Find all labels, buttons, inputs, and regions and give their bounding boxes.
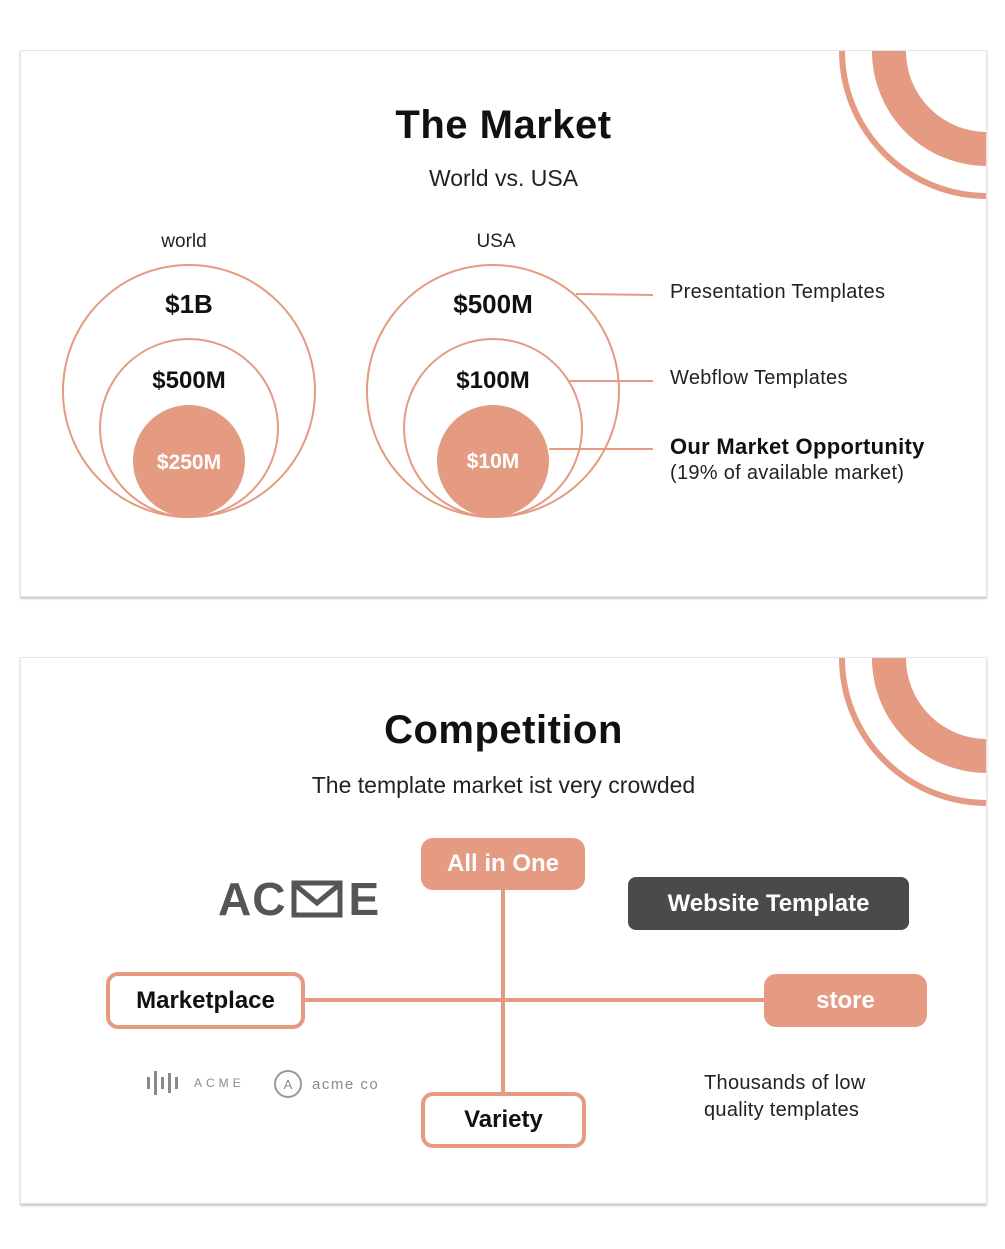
usa-middle-value: $100M (456, 367, 530, 394)
acme-co-logo (274, 1070, 379, 1098)
marketplace-pill: Marketplace (106, 972, 305, 1029)
crowded-note-line1: Thousands of low (704, 1072, 866, 1094)
crowded-note-line2: quality templates (704, 1099, 860, 1121)
soundwave-icon (146, 1069, 184, 1097)
acme-small-logo-text: ACME (194, 1076, 245, 1090)
world-label: world (161, 231, 207, 252)
acme-logo-right: E (348, 873, 381, 925)
acme-co-text: acme co (312, 1075, 380, 1093)
world-inner-value: $250M (156, 451, 222, 474)
circle-a-icon (274, 1070, 302, 1098)
world-outer-value: $1B (165, 289, 213, 319)
legend-webflow-templates: Webflow Templates (670, 367, 848, 389)
legend-market-opportunity-note: (19% of available market) (670, 462, 905, 484)
envelope-icon (291, 879, 343, 919)
circle-a-letter: A (283, 1076, 293, 1092)
competition-subtitle: The template market ist very crowded (311, 772, 696, 798)
market-subtitle: World vs. USA (428, 165, 579, 191)
all-in-one-pill: All in One (421, 838, 585, 890)
market-slide (20, 50, 987, 597)
crowded-note (704, 1070, 866, 1124)
market-title: The Market (395, 103, 612, 147)
variety-pill: Variety (421, 1092, 586, 1148)
usa-inner-value: $10M (466, 450, 520, 473)
usa-label: USA (476, 231, 516, 252)
acme-logo (218, 872, 380, 926)
acme-logo-left: AC (218, 873, 287, 925)
acme-small-logo (146, 1069, 245, 1097)
legend-presentation-templates: Presentation Templates (670, 281, 886, 303)
website-template-pill: Website Template (628, 877, 909, 930)
competition-title: Competition (384, 708, 623, 752)
world-middle-value: $500M (152, 367, 226, 394)
usa-outer-value: $500M (453, 289, 533, 319)
legend-market-opportunity: Our Market Opportunity (670, 434, 925, 459)
leader-line-outer (576, 294, 653, 295)
store-pill: store (764, 974, 927, 1027)
competition-slide (20, 657, 987, 1204)
